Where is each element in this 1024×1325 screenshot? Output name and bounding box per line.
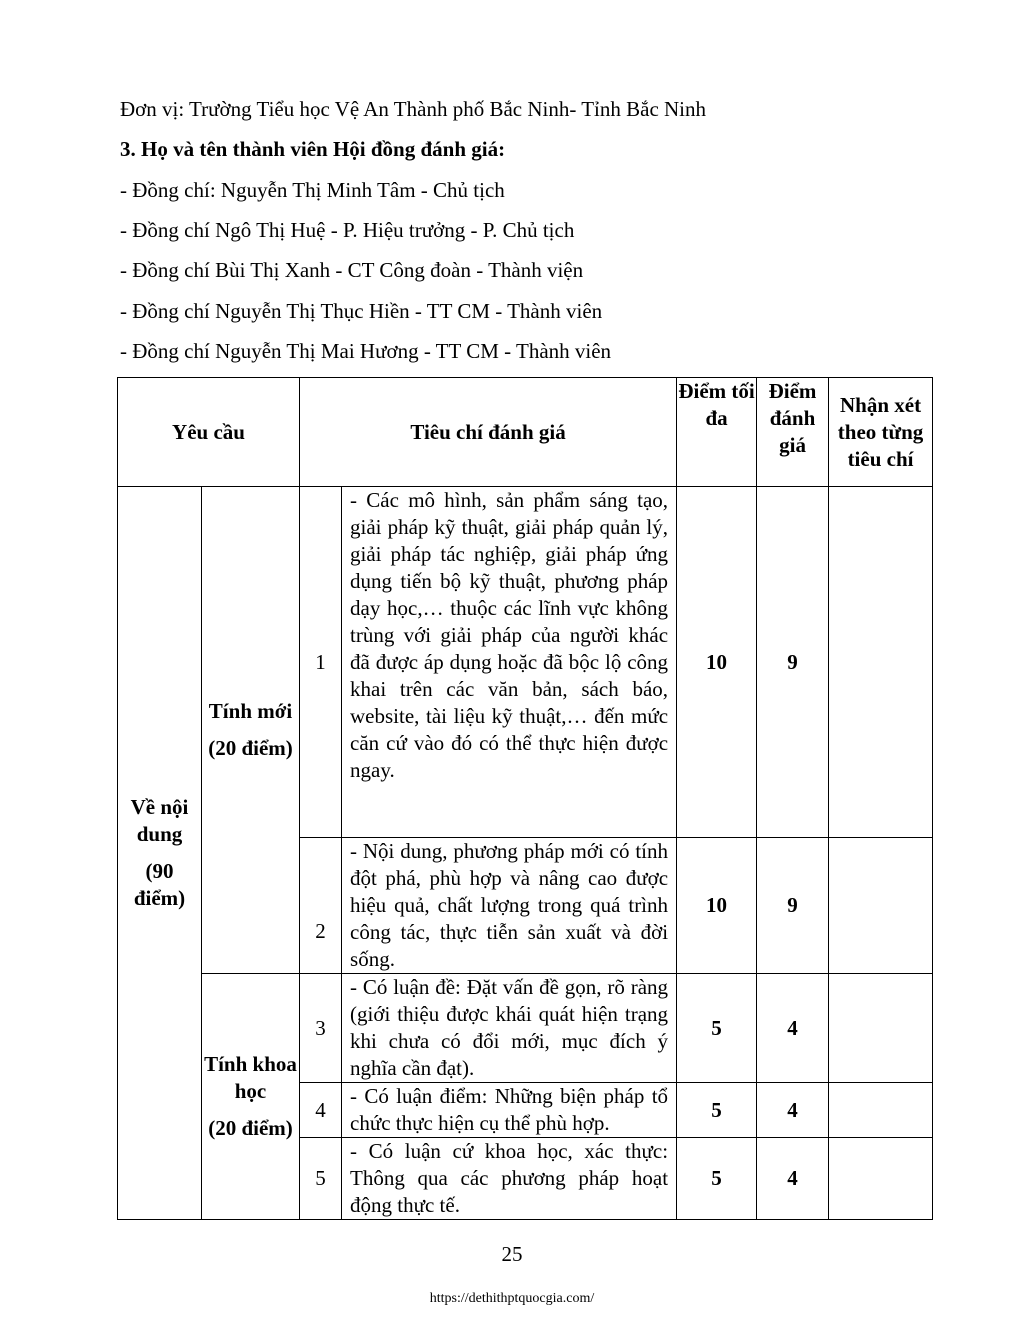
comment-cell: [829, 1083, 933, 1138]
criterion-text: - Các mô hình, sản phẩm sáng tạo, giải pháp kỹ thuật, giải pháp quản lý, giải pháp tác nghiệp, giải pháp ứng dụng tiến bộ kỹ thuật, phương pháp dạy học,… thuộc các lĩnh vực không trùng với giải pháp của người khác đã được áp dụng hoặc đã bộc lộ công khai trên các văn bản, sách báo, website, tài liệu kỹ thuật,… đến mức căn cứ vào đó có thể thực hiện được ngay.: [342, 487, 677, 838]
comment-cell: [829, 487, 933, 838]
table-row: [118, 487, 933, 838]
comment-cell: [829, 838, 933, 974]
member-line: - Đồng chí Bùi Thị Xanh - CT Công đoàn - Thành viện: [120, 258, 584, 282]
section-cell: [118, 487, 202, 1220]
criterion-text: - Có luận đề: Đặt vấn đề gọn, rõ ràng (giới thiệu được khái quát hiện trạng khi chưa có đổi mới, mục đích ý nghĩa cần đạt).: [342, 974, 677, 1083]
header-score: Điểm đánh giá: [757, 378, 829, 487]
row-number: 2: [300, 838, 342, 974]
max-score: 5: [677, 1138, 757, 1220]
evaluation-table: [117, 377, 933, 1220]
max-score: 10: [677, 838, 757, 974]
group-title: Tính khoa học: [204, 1052, 297, 1103]
criterion-text: - Nội dung, phương pháp mới có tính đột phá, phù hợp và nâng cao được hiệu quả, chất lượng trong quá trình công tác, thực tiễn sản xuất và đời sống.: [342, 838, 677, 974]
section-title: Về nội dung: [130, 795, 189, 846]
row-number: 5: [300, 1138, 342, 1220]
group-title: Tính mới: [208, 699, 293, 723]
member-line: - Đồng chí Ngô Thị Huệ - P. Hiệu trưởng - P. Chủ tịch: [120, 218, 575, 242]
header-criteria: Tiêu chí đánh giá: [300, 378, 677, 487]
group-cell: [202, 974, 300, 1220]
given-score: 4: [757, 974, 829, 1083]
group-cell: [202, 487, 300, 974]
section-points: (90 điểm): [133, 859, 186, 910]
max-score: 5: [677, 1083, 757, 1138]
header-requirement: Yêu cầu: [118, 378, 300, 487]
criterion-text: - Có luận điểm: Những biện pháp tổ chức thực hiện cụ thể phù hợp.: [342, 1083, 677, 1138]
table-row: [118, 974, 933, 1083]
group-points: (20 điểm): [208, 736, 293, 760]
criterion-text: - Có luận cứ khoa học, xác thực: Thông qua các phương pháp hoạt động thực tế.: [342, 1138, 677, 1220]
max-score: 10: [677, 487, 757, 838]
member-line: - Đồng chí Nguyễn Thị Thục Hiền - TT CM - Thành viên: [120, 299, 603, 323]
header-comment: Nhận xét theo từng tiêu chí: [829, 378, 933, 487]
max-score: 5: [677, 974, 757, 1083]
row-number: 4: [300, 1083, 342, 1138]
footer-url[interactable]: https://dethithptquocgia.com/: [429, 1291, 595, 1306]
member-line: - Đồng chí Nguyễn Thị Mai Hương - TT CM - Thành viên: [120, 339, 612, 363]
member-line: - Đồng chí: Nguyễn Thị Minh Tâm - Chủ tịch: [120, 178, 505, 202]
comment-cell: [829, 1138, 933, 1220]
comment-cell: [829, 974, 933, 1083]
page-number: 25: [501, 1242, 523, 1266]
council-heading: 3. Họ và tên thành viên Hội đồng đánh giá:: [120, 137, 506, 161]
row-number: 3: [300, 974, 342, 1083]
given-score: 9: [757, 487, 829, 838]
given-score: 4: [757, 1083, 829, 1138]
unit-line: Đơn vị: Trường Tiểu học Vệ An Thành phố Bắc Ninh- Tỉnh Bắc Ninh: [120, 97, 707, 121]
given-score: 4: [757, 1138, 829, 1220]
given-score: 9: [757, 838, 829, 974]
row-number: 1: [300, 487, 342, 838]
group-points: (20 điểm): [208, 1116, 293, 1140]
header-max-score: Điểm tối đa: [677, 378, 757, 487]
